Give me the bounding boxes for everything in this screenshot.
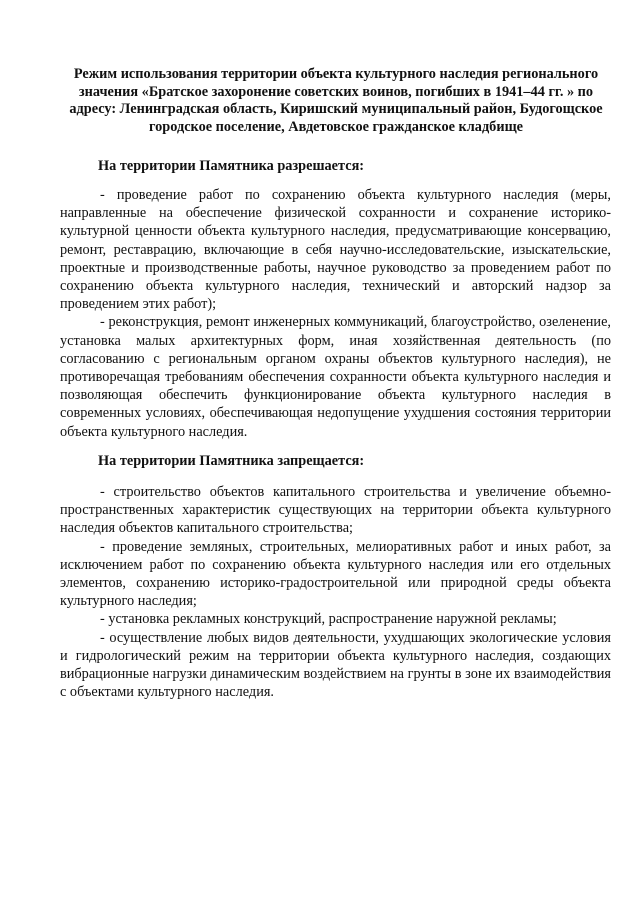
prohibited-item: - строительство объектов капитального строительства и увеличение объемно-пространственных характеристик существующих на территории объекта культурного наследия объектов капитального строительства; xyxy=(60,484,611,537)
prohibited-heading: На территории Памятника запрещается: xyxy=(98,453,365,469)
permitted-heading: На территории Памятника разрешается: xyxy=(98,158,365,174)
prohibited-list xyxy=(60,483,611,701)
document-title: Режим использования территории объекта культурного наследия регионального значения «Братское захоронение советских воинов, погибших в 1941–44 гг. » по адресу: Ленинградская область, Киришский муниципальный район, Будогощское городское поселение, Авдетовское гражданское кладбище xyxy=(69,66,603,135)
permitted-item: - проведение работ по сохранению объекта культурного наследия (меры, направленные на обеспечение физической сохранности и сохранение историко-культурной ценности объекта культурного наследия, предусматривающие консервацию, ремонт, реставрацию, включающие в себя научно-исследовательские, изыскательские, проектные и производственные работы, научное руководство за проведением работ по сохранению объекта культурного наследия, технический и авторский надзор за проведением этих работ); xyxy=(60,187,611,313)
permitted-item: - реконструкция, ремонт инженерных коммуникаций, благоустройство, озеленение, установка малых архитектурных форм, иная хозяйственная деятельность (по согласованию с региональным органом охраны объектов культурного наследия), не противоречащая требованиям обеспечения сохранности объекта культурного наследия и позволяющая обеспечить функционирование объекта культурного наследия в современных условиях, обеспечивающая недопущение ухудшения состояния территории объекта культурного наследия. xyxy=(60,314,611,440)
permitted-list xyxy=(60,186,611,441)
prohibited-item: - осуществление любых видов деятельности, ухудшающих экологические условия и гидрологический режим на территории объекта культурного наследия, создающих вибрационные нагрузки динамическим воздействием на грунты в зоне их взаимодействия с объектами культурного наследия. xyxy=(60,629,611,701)
prohibited-item: - установка рекламных конструкций, распространение наружной рекламы; xyxy=(100,611,557,628)
prohibited-item: - проведение земляных, строительных, мелиоративных работ и иных работ, за исключением работ по сохранению объекта культурного наследия или его отдельных элементов, сохранению историко-градостроительной или природной среды объекта культурного наследия; xyxy=(60,538,611,610)
